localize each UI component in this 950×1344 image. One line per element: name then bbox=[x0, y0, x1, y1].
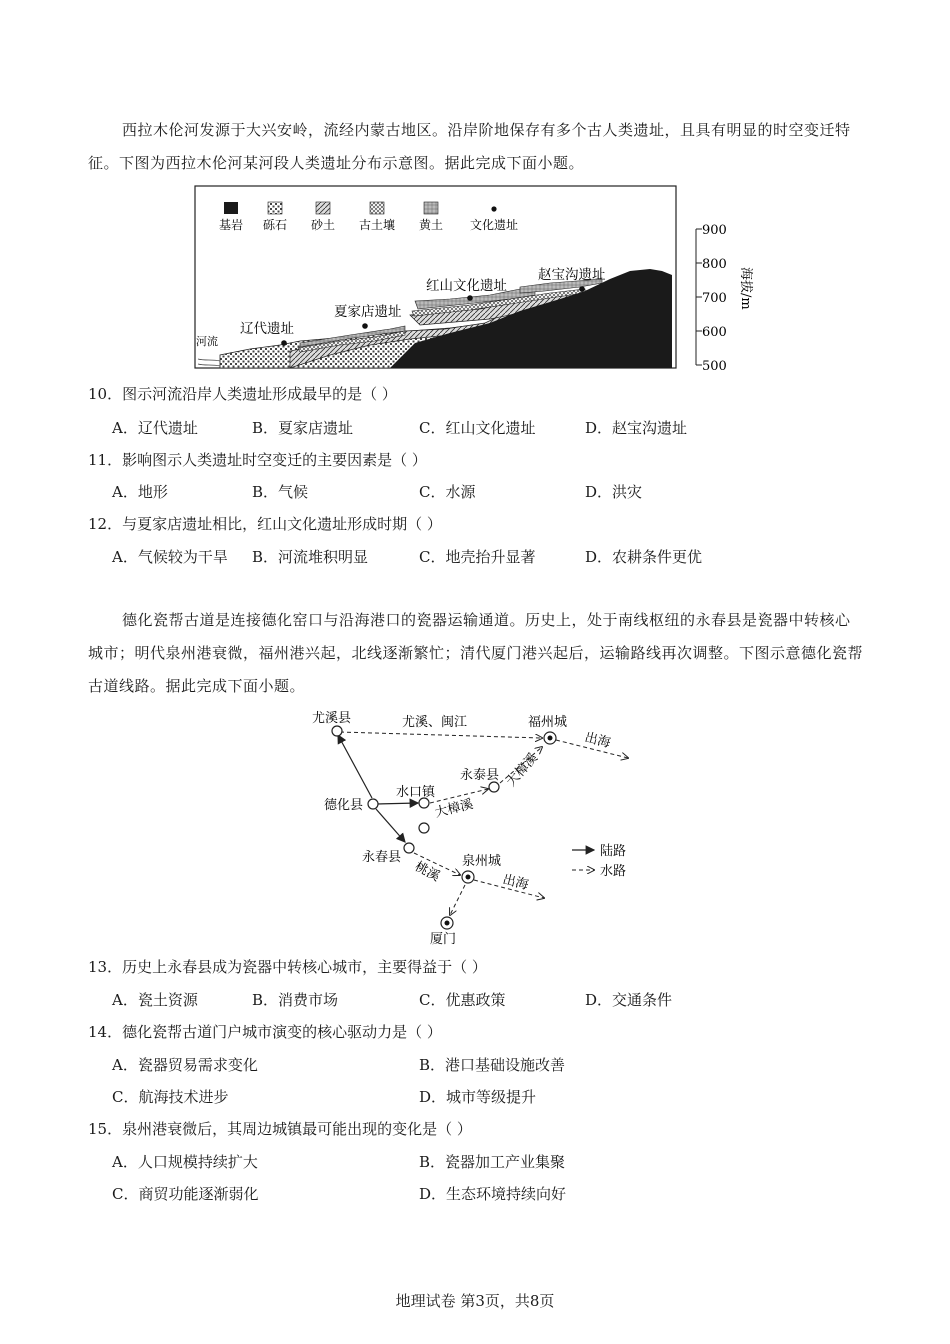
q10-option-d: D．赵宝沟遗址 bbox=[585, 419, 688, 437]
water-route-quanzhou-xiamen bbox=[450, 885, 465, 915]
land-route-dehua-youxi bbox=[338, 735, 372, 798]
tick-800: 800 bbox=[702, 257, 727, 272]
river-label: 河流 bbox=[196, 335, 218, 348]
legend-loess-swatch bbox=[424, 202, 438, 214]
q10-option-a: A．辽代遗址 bbox=[112, 419, 198, 437]
q11-option-b: B．气候 bbox=[252, 483, 309, 501]
q13-option-d: D．交通条件 bbox=[585, 991, 673, 1009]
q15-option-d: D．生态环境持续向好 bbox=[419, 1185, 567, 1203]
route-label-dazhangxi-upper: 大樟溪 bbox=[503, 750, 542, 790]
legend-land-label: 陆路 bbox=[600, 844, 627, 859]
q14-option-b: B．港口基础设施改善 bbox=[419, 1056, 566, 1074]
q12-option-b: B．河流堆积明显 bbox=[252, 548, 369, 566]
youxi-node bbox=[332, 726, 342, 736]
quanzhou-label: 泉州城 bbox=[462, 854, 502, 869]
hongshan-site-label: 红山文化遗址 bbox=[426, 278, 507, 294]
q10-option-b: B．夏家店遗址 bbox=[252, 419, 354, 437]
q13-option-b: B．消费市场 bbox=[252, 991, 339, 1009]
liao-site-dot bbox=[281, 340, 287, 346]
q12-option-d: D．农耕条件更优 bbox=[585, 548, 703, 566]
route-label-taoxi: 桃溪 bbox=[412, 859, 443, 885]
q15-stem: 15．泉州港衰微后，其周边城镇最可能出现的变化是（ ） bbox=[88, 1120, 472, 1138]
youxi-label: 尤溪县 bbox=[312, 711, 352, 726]
hongshan-site-dot bbox=[467, 295, 473, 301]
liao-site-label: 辽代遗址 bbox=[240, 321, 294, 337]
passage-2: 德化瓷帮古道是连接德化窑口与沿海港口的瓷器运输通道。历史上，处于南线枢纽的永春县是瓷器中转核心城市；明代泉州港衰微，福州港兴起，北线逐渐繁忙；清代厦门港兴起后，运输路线再次调整。下图示意德化瓷帮古道线路。据此完成下面小题。 bbox=[88, 611, 864, 695]
land-route-dehua-yongchun bbox=[376, 809, 405, 842]
q11-option-d: D．洪灾 bbox=[585, 483, 643, 501]
land-route-dehua-shuikou bbox=[376, 803, 418, 804]
axis-label: 海拔/m bbox=[738, 267, 753, 310]
passage-1: 西拉木伦河发源于大兴安岭，流经内蒙古地区。沿岸阶地保存有多个古人类遗址，且具有明显的时空变迁特征。下图为西拉木伦河某河段人类遗址分布示意图。据此完成下面小题。 bbox=[88, 121, 851, 172]
q12-stem: 12．与夏家店遗址相比，红山文化遗址形成时期（ ） bbox=[88, 515, 442, 533]
route-label-quanzhou-sea: 出海 bbox=[501, 872, 530, 894]
legend-sand-label: 砂土 bbox=[310, 218, 336, 232]
legend-bedrock-label: 基岩 bbox=[218, 218, 244, 232]
zhaobaogou-site-dot bbox=[579, 286, 585, 292]
fuzhou-label: 福州城 bbox=[528, 715, 568, 730]
q13-option-c: C．优惠政策 bbox=[419, 991, 506, 1009]
water-route-youxi-fuzhou bbox=[340, 732, 542, 738]
legend-water-label: 水路 bbox=[600, 864, 627, 879]
tick-500: 500 bbox=[702, 359, 727, 374]
q15-option-b: B．瓷器加工产业集聚 bbox=[419, 1153, 566, 1171]
q15-option-c: C．商贸功能逐渐弱化 bbox=[112, 1185, 259, 1203]
xiajiadian-site-dot bbox=[362, 323, 368, 329]
q14-option-c: C．航海技术进步 bbox=[112, 1088, 229, 1106]
tick-900: 900 bbox=[702, 223, 727, 238]
xiajiadian-site-label: 夏家店遗址 bbox=[334, 304, 402, 320]
shuikou-label: 水口镇 bbox=[396, 785, 436, 800]
q14-option-a: A．瓷器贸易需求变化 bbox=[112, 1056, 258, 1074]
porcelain-route-map bbox=[310, 705, 650, 950]
tick-600: 600 bbox=[702, 325, 727, 340]
route-label-youxi-minjiang: 尤溪、闽江 bbox=[402, 715, 468, 730]
xiamen-label: 厦门 bbox=[430, 932, 457, 947]
q11-option-a: A．地形 bbox=[112, 483, 168, 501]
route-label-fuzhou-sea: 出海 bbox=[583, 730, 612, 752]
zhaobaogou-site-label: 赵宝沟遗址 bbox=[538, 267, 606, 283]
terrace-cross-section-figure bbox=[190, 183, 760, 378]
q11-option-c: C．水源 bbox=[419, 483, 476, 501]
legend-site-label: 文化遗址 bbox=[469, 218, 519, 232]
route-label-dazhangxi-lower: 大樟溪 bbox=[433, 796, 475, 821]
legend-gravel-label: 砾石 bbox=[262, 218, 288, 232]
page-footer: 地理试卷 第3页，共8页 bbox=[395, 1292, 555, 1310]
yongtai-label: 永泰县 bbox=[460, 768, 500, 783]
legend-bedrock-swatch bbox=[224, 202, 238, 214]
legend-gravel-swatch bbox=[268, 202, 282, 214]
q11-stem: 11．影响图示人类遗址时空变迁的主要因素是（ ） bbox=[88, 451, 427, 469]
legend-loess-label: 黄土 bbox=[418, 218, 444, 232]
q12-option-c: C．地壳抬升显著 bbox=[419, 548, 536, 566]
q15-option-a: A．人口规模持续扩大 bbox=[112, 1153, 258, 1171]
q12-option-a: A．气候较为干旱 bbox=[112, 548, 228, 566]
dehua-label: 德化县 bbox=[324, 798, 364, 813]
legend-site-dot bbox=[491, 206, 496, 211]
tick-700: 700 bbox=[702, 291, 727, 306]
q13-option-a: A．瓷土资源 bbox=[112, 991, 198, 1009]
q14-option-d: D．城市等级提升 bbox=[419, 1088, 537, 1106]
yongchun-label: 永春县 bbox=[362, 850, 402, 865]
q10-stem: 10．图示河流沿岸人类遗址形成最早的是（ ） bbox=[88, 385, 397, 403]
q10-option-c: C．红山文化遗址 bbox=[419, 419, 536, 437]
yongtai-node bbox=[489, 782, 499, 792]
q14-stem: 14．德化瓷帮古道门户城市演变的核心驱动力是（ ） bbox=[88, 1023, 442, 1041]
legend-paleosol-label: 古土壤 bbox=[358, 218, 396, 232]
dehua-node bbox=[368, 799, 378, 809]
unnamed-node bbox=[419, 823, 429, 833]
legend-paleosol-swatch bbox=[370, 202, 384, 214]
q13-stem: 13．历史上永春县成为瓷器中转核心城市，主要得益于（ ） bbox=[88, 958, 487, 976]
legend-sand-swatch bbox=[316, 202, 330, 214]
yongchun-node bbox=[404, 843, 414, 853]
